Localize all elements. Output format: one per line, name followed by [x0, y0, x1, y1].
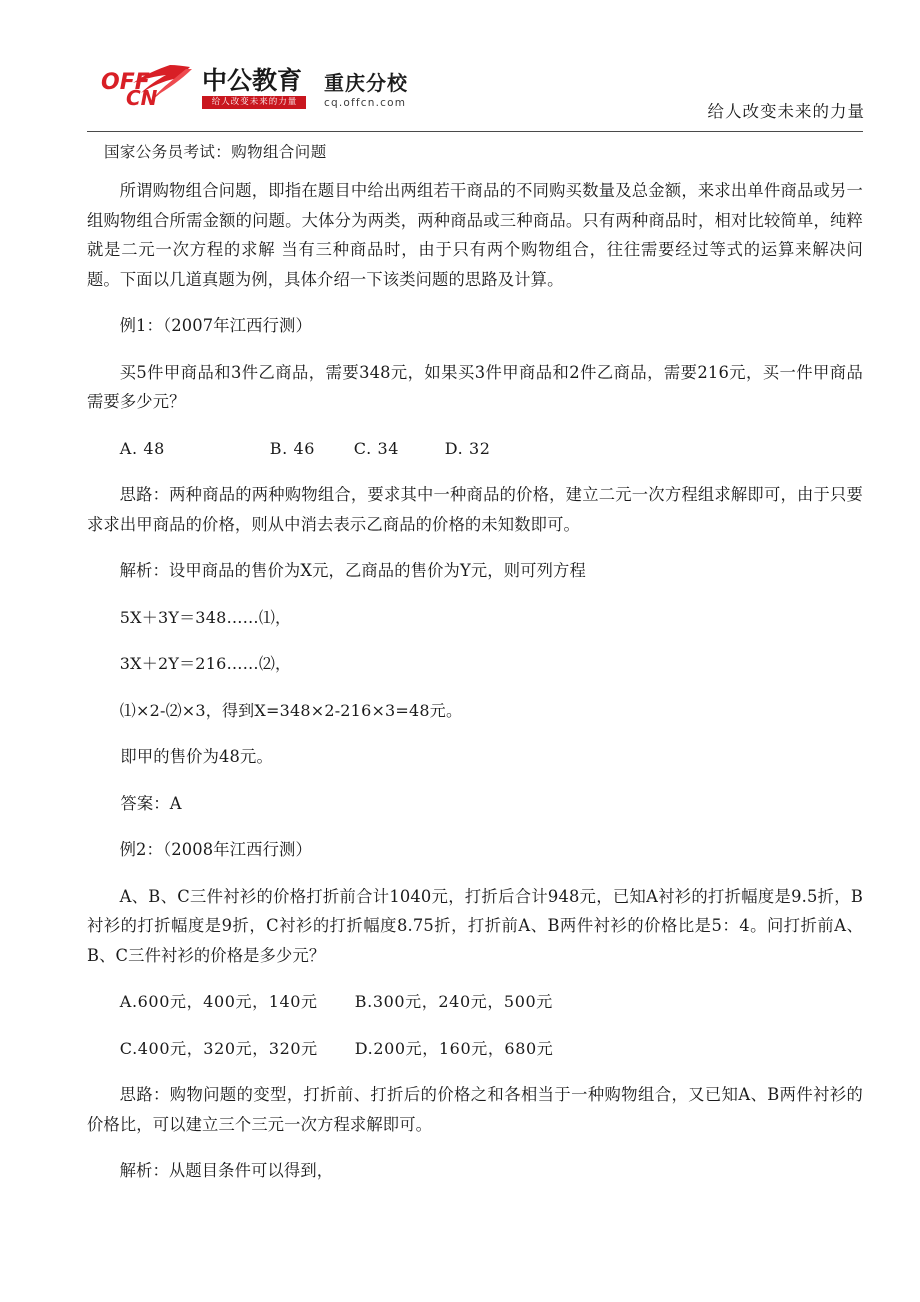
example1-equation-2: 3X＋2Y＝216……⑵，	[119, 654, 292, 673]
offcn-brand-name: 中公教育	[202, 66, 303, 95]
offcn-brand-block	[202, 68, 306, 109]
example1-equation-3: ⑴×2-⑵×3，得到X=348×2-216×3=48元。	[119, 700, 463, 720]
example2-option-b: B.300元，240元，500元	[354, 992, 553, 1011]
offcn-branch-name: 重庆分校	[324, 70, 408, 95]
example1-option-a: A. 48	[119, 438, 165, 458]
example2-option-c: C.400元，320元，320元	[119, 1038, 318, 1058]
example2-approach: 思路：购物问题的变型，打折前、打折后的价格之和各相当于一种购物组合，又已知A、B两件衬衫的价格比，可以建立三个三元一次方程求解即可。	[87, 1085, 863, 1134]
page-header	[0, 0, 920, 120]
example2-label: 例2：（2008年江西行测）	[119, 840, 312, 859]
svg-text:CN: CN	[126, 86, 158, 109]
offcn-branch-url: cq.offcn.com	[324, 96, 407, 109]
intro-paragraph: 所谓购物组合问题，即指在题目中给出两组若干商品的不同购买数量及总金额，来求出单件商品或另一组购物组合所需金额的问题。大体分为两类，两种商品或三种商品。只有两种商品时，相对比较简单，纯粹就是二元一次方程的求解 当有三种商品时，由于只有两个购物组合，往往需要经过等式的运算来解决问题。下面以几道真题为例，具体介绍一下该类问题的思路及计算。	[87, 181, 863, 289]
example1-approach: 思路：两种商品的两种购物组合，要求其中一种商品的价格，建立二元一次方程组求解即可，由于只要求求出甲商品的价格，则从中消去表示乙商品的价格的未知数即可。	[87, 485, 863, 534]
example2-option-d: D.200元，160元，680元	[354, 1038, 554, 1058]
svg-text:OFF: OFF	[101, 70, 150, 95]
example2-option-a: A.600元，400元，140元	[119, 992, 318, 1011]
document-body	[0, 139, 920, 1203]
example1-label: 例1：（2007年江西行测）	[119, 316, 312, 335]
example1-analysis-intro: 解析：设甲商品的售价为X元，乙商品的售价为Y元，则可列方程	[119, 561, 586, 580]
example1-option-c: C. 34	[353, 438, 399, 458]
example1-conclusion: 即甲的售价为48元。	[120, 747, 273, 766]
example2-question: A、B、C三件衬衫的价格打折前合计1040元，打折后合计948元，已知A衬衫的打折幅度是9.5折，B衬衫的打折幅度是9折，C衬衫的打折幅度8.75折，打折前A、B两件衬衫的价格比是5：4。问打折前A、B、C三件衬衫的价格是多少元？	[87, 886, 863, 965]
example1-options	[87, 434, 863, 464]
example1-option-b: B. 46	[269, 438, 316, 458]
example2-analysis-intro: 解析：从题目条件可以得到，	[119, 1161, 334, 1180]
header-divider	[87, 131, 863, 132]
example1-option-d: D. 32	[444, 438, 491, 458]
example1-equation-1: 5X＋3Y＝348……⑴，	[119, 607, 292, 627]
offcn-brand-slogan: 给人改变未来的力量	[202, 96, 306, 109]
offcn-branch-block	[324, 70, 408, 110]
offcn-logo	[100, 59, 408, 109]
header-slogan: 给人改变未来的力量	[707, 102, 865, 121]
example1-question: 买5件甲商品和3件乙商品，需要348元，如果买3件甲商品和2件乙商品，需要216元，买一件甲商品需要多少元？	[87, 362, 863, 411]
page-title: 国家公务员考试：购物组合问题	[104, 143, 327, 161]
example2-options-row-2	[87, 1034, 863, 1064]
example1-answer: 答案：A	[120, 793, 182, 813]
offcn-logo-mark-icon	[100, 63, 196, 109]
example2-options-row-1	[87, 987, 863, 1017]
